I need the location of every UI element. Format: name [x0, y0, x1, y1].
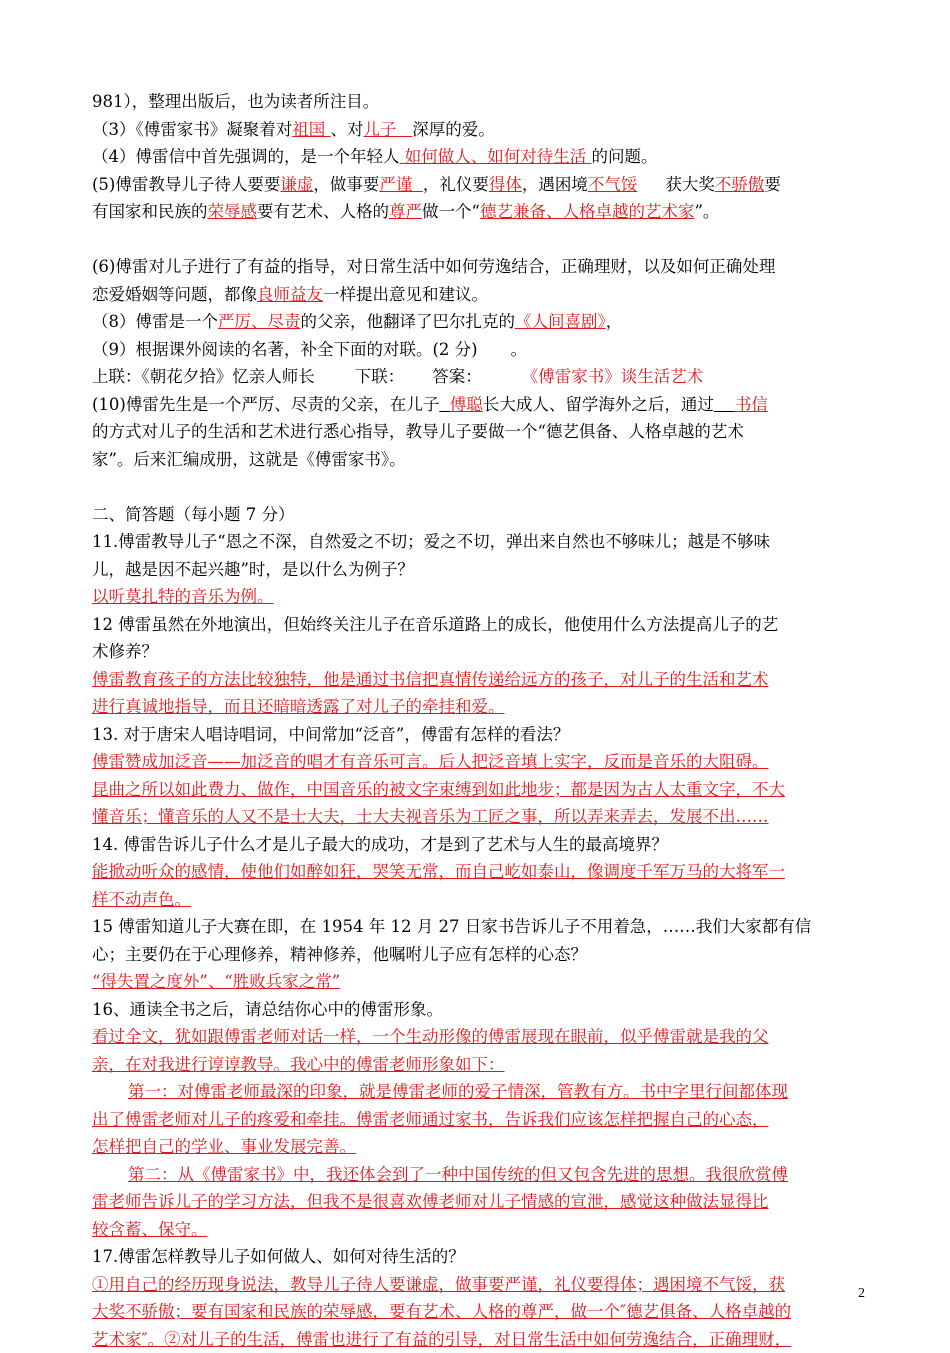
- question-9: （9）根据课外阅读的名著，补全下面的对联。(2 分) 。: [92, 336, 872, 364]
- question-17: 17.傅雷怎样教导儿子如何做人、如何对待生活的？: [92, 1243, 872, 1271]
- answer-blank: 严厉、尽责: [218, 312, 301, 331]
- answer-blank: 《人间喜剧》: [515, 312, 606, 331]
- answer-16: 亲，在对我进行谆谆教导。我心中的傅雷老师形象如下：: [92, 1051, 872, 1079]
- answer-12: 进行真诚地指导，而且还暗暗透露了对儿子的牵挂和爱。: [92, 693, 872, 721]
- answer-17: 艺术家″。②对儿子的生活，傅雷也进行了有益的引导，对日常生活中如何劳逸结合，正确理财，: [92, 1326, 872, 1353]
- question-12: 12 傅雷虽然在外地演出，但始终关注儿子在音乐道路上的成长，他使用什么方法提高儿子的艺: [92, 611, 872, 639]
- couplet-line: 上联：《朝花夕拾》忆亲人师长 下联： 答案： 《傅雷家书》谈生活艺术: [92, 363, 872, 391]
- question-8: （8）傅雷是一个严厉、尽责的父亲，他翻译了巴尔扎克的《人间喜剧》，: [92, 308, 872, 336]
- answer-11: 以听莫扎特的音乐为例。: [92, 583, 872, 611]
- answer-16: 第二：从《傅雷家书》中，我还体会到了一种中国传统的但又包含先进的思想。我很欣赏傅: [92, 1161, 872, 1189]
- answer-blank: 严谨: [379, 175, 412, 194]
- answer-14: 能掀动听众的感情，使他们如醉如狂，哭笑无常，而自己屹如泰山，像调度千军万马的大将军一: [92, 858, 872, 886]
- answer-13: 傅雷赞成加泛音——加泛音的唱才有音乐可言。后人把泛音填上实字，反而是音乐的大阻碍。: [92, 748, 872, 776]
- answer-16: 第一：对傅雷老师最深的印象，就是傅雷老师的爱子情深，管教有方。书中字里行间都体现: [92, 1078, 872, 1106]
- answer-blank: 傅聪: [450, 395, 483, 414]
- question-10-cont: 的方式对儿子的生活和艺术进行悉心指导，教导儿子要做一个“德艺俱备、人格卓越的艺术: [92, 418, 872, 446]
- answer-blank: 不气馁: [588, 175, 638, 194]
- text-line: 981），整理出版后，也为读者所注目。: [92, 88, 872, 116]
- answer-blank: 儿子: [364, 120, 397, 139]
- answer-blank: 如何做人、如何对待生活: [405, 147, 587, 166]
- answer-16: 较含蓄、保守。: [92, 1216, 872, 1244]
- answer-blank: 荣辱感: [208, 202, 258, 221]
- document-page: [92, 88, 872, 1353]
- page-number: 2: [858, 1286, 865, 1302]
- question-12-cont: 术修养？: [92, 638, 872, 666]
- answer-13: 懂音乐；懂音乐的人又不是士大夫，士大夫视音乐为工匠之事，所以弄来弄去，发展不出……: [92, 803, 872, 831]
- question-13: 13. 对于唐宋人唱诗唱词，中间常加“泛音”，傅雷有怎样的看法？: [92, 721, 872, 749]
- answer-blank: 德艺兼备、人格卓越的艺术家: [480, 202, 695, 221]
- answer-13: 昆曲之所以如此费力、做作，中国音乐的被文字束缚到如此地步；都是因为古人太重文字，不大: [92, 776, 872, 804]
- answer-16: 出了傅雷老师对儿子的疼爱和牵挂。傅雷老师通过家书，告诉我们应该怎样把握自己的心态，: [92, 1106, 872, 1134]
- answer-16: 怎样把自己的学业、事业发展完善。: [92, 1133, 872, 1161]
- answer-blank: 不骄傲: [715, 175, 765, 194]
- answer-15: “得失置之度外”、“胜败兵家之常”: [92, 968, 872, 996]
- answer-16: 雷老师告诉儿子的学习方法，但我不是很喜欢傅老师对儿子情感的宣泄，感觉这种做法显得比: [92, 1188, 872, 1216]
- answer-blank: 尊严: [389, 202, 422, 221]
- answer-blank: 书信: [735, 395, 768, 414]
- answer-blank: 祖国: [292, 120, 325, 139]
- question-3: （3）《傅雷家书》凝聚着对祖国 、对儿子 深厚的爱。: [92, 116, 872, 144]
- question-15-cont: 心；主要仍在于心理修养，精神修养，他嘱咐儿子应有怎样的心态？: [92, 941, 872, 969]
- answer-17: ①用自己的经历现身说法，教导儿子待人要谦虚，做事要严谨，礼仪要得体；遇困境不气馁，获: [92, 1271, 872, 1299]
- question-10: (10)傅雷先生是一个严厉、尽责的父亲，在儿子 傅聪长大成人、留学海外之后，通过 书信: [92, 391, 872, 419]
- question-6: (6)傅雷对儿子进行了有益的指导，对日常生活中如何劳逸结合，正确理财，以及如何正确处理: [92, 253, 872, 281]
- answer-blank: 得体: [489, 175, 522, 194]
- answer-17: 大奖不骄傲；要有国家和民族的荣辱感，要有艺术、人格的尊严，做一个″德艺俱备、人格卓越的: [92, 1298, 872, 1326]
- question-4: （4）傅雷信中首先强调的，是一个年轻人 如何做人、如何对待生活 的问题。: [92, 143, 872, 171]
- question-16: 16、通读全书之后，请总结你心中的傅雷形象。: [92, 996, 872, 1024]
- question-6-cont: 恋爱婚姻等问题，都像良师益友一样提出意见和建议。: [92, 281, 872, 309]
- question-10-cont: 家”。后来汇编成册，这就是《傅雷家书》。: [92, 446, 872, 474]
- question-14: 14. 傅雷告诉儿子什么才是儿子最大的成功，才是到了艺术与人生的最高境界？: [92, 831, 872, 859]
- answer-blank: 良师益友: [257, 285, 323, 304]
- answer-text: 《傅雷家书》谈生活艺术: [522, 367, 704, 386]
- answer-14: 样不动声色。: [92, 886, 872, 914]
- section-heading: 二、简答题（每小题 7 分）: [92, 501, 872, 529]
- question-11: 11.傅雷教导儿子“恩之不深，自然爱之不切；爱之不切，弹出来自然也不够味儿；越是不够味: [92, 528, 872, 556]
- answer-16: 看过全文，犹如跟傅雷老师对话一样，一个生动形像的傅雷展现在眼前，似乎傅雷就是我的父: [92, 1023, 872, 1051]
- answer-blank: 谦虚: [280, 175, 313, 194]
- answer-12: 傅雷教育孩子的方法比较独特，他是通过书信把真情传递给远方的孩子，对儿子的生活和艺术: [92, 666, 872, 694]
- question-5-cont: 有国家和民族的荣辱感要有艺术、人格的尊严做一个“德艺兼备、人格卓越的艺术家”。: [92, 198, 872, 226]
- question-15: 15 傅雷知道儿子大赛在即，在 1954 年 12 月 27 日家书告诉儿子不用着急，……我们大家都有信: [92, 913, 872, 941]
- question-11-cont: 儿，越是因不起兴趣”时，是以什么为例子？: [92, 556, 872, 584]
- question-5: (5)傅雷教导儿子待人要要谦虚，做事要严谨 ，礼仪要得体，遇困境不气馁 获大奖不骄傲要: [92, 171, 872, 199]
